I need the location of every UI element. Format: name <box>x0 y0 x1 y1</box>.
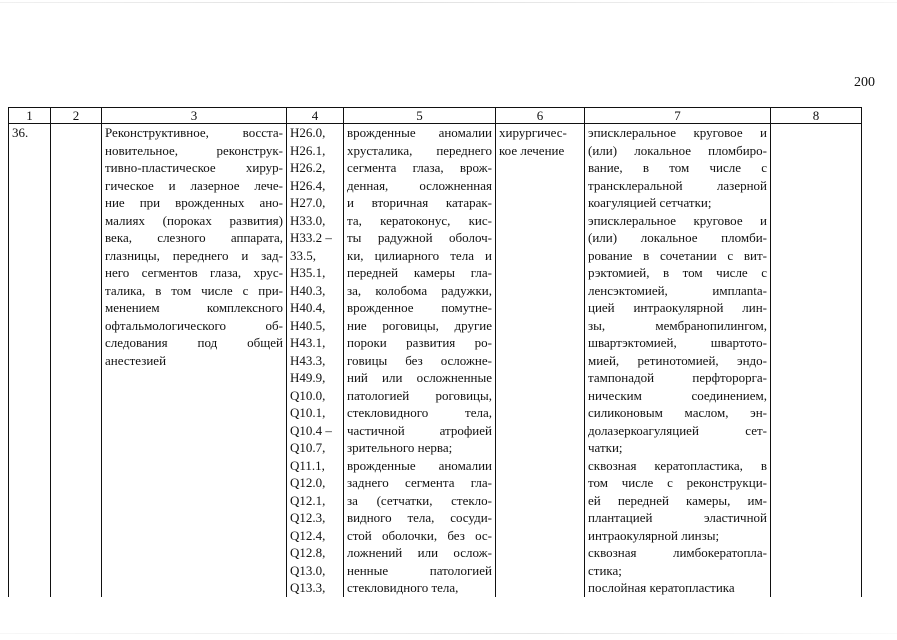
diagnosis-line: и вторичная катарак- <box>347 195 492 210</box>
diagnosis-line: ненные патологией <box>347 562 492 578</box>
icd-code: H40.5, <box>290 317 326 333</box>
treatment-type <box>496 124 585 597</box>
treatment-line: кое лечение <box>499 142 565 158</box>
header-col-1: 1 <box>9 108 51 124</box>
icd-code: H26.0, <box>290 125 326 140</box>
diagnosis-line: стой оболочки, без ос- <box>347 527 492 543</box>
icd-code: H49.9, <box>290 370 326 385</box>
description-line: гическое и лазерное лече- <box>105 177 283 193</box>
treatment-line: хирургичес- <box>499 125 567 140</box>
description-line: новительное, реконструк- <box>105 142 283 158</box>
procedure-description-lines <box>105 124 283 369</box>
method-line: ленсэктомией, имплanta- <box>588 282 767 298</box>
icd-code: Q11.1, <box>290 457 325 473</box>
diagnosis-description <box>344 124 496 597</box>
scan-edge-bottom <box>0 633 897 634</box>
method-line: (или) локальное пломбиро- <box>588 142 767 158</box>
method-line: плантацией эластичной <box>588 510 767 525</box>
method-line: интраокулярной линзы; <box>588 527 720 543</box>
diagnosis-line: пороки развития ро- <box>347 335 492 350</box>
row-col-8 <box>771 124 862 597</box>
header-col-3: 3 <box>102 108 287 124</box>
description-line: менением комплексного <box>105 300 283 315</box>
treatment-lines <box>499 124 581 159</box>
method-line: рэктомией, в том числе с <box>588 265 767 280</box>
icd-code: H40.4, <box>290 300 326 315</box>
method-line: зы, мембранопилингом, <box>588 317 767 333</box>
icd-code: Q13.3, <box>290 580 326 595</box>
icd-code: Q10.1, <box>290 405 326 420</box>
diagnosis-line: говицы без осложне- <box>347 352 492 368</box>
header-col-4: 4 <box>287 108 344 124</box>
icd-code: H33.2 – <box>290 230 332 245</box>
header-col-8: 8 <box>771 108 862 124</box>
diagnosis-line: за, колобома радужки, <box>347 282 492 298</box>
icd-code: Q12.3, <box>290 510 326 525</box>
method-line: коагуляцией сетчатки; <box>588 195 712 210</box>
icd-code: H40.3, <box>290 282 326 298</box>
diagnosis-line: стекловидного тела, <box>347 405 492 420</box>
icd-code: H35.1, <box>290 265 326 280</box>
page-number: 200 <box>854 75 875 90</box>
header-col-2: 2 <box>51 108 102 124</box>
header-col-6: 6 <box>496 108 585 124</box>
diagnosis-line: денная, осложненная <box>347 177 492 193</box>
method-line: цией интраокулярной лин- <box>588 300 767 315</box>
row-col-2 <box>51 124 102 597</box>
icd-code: Q12.1, <box>290 492 326 508</box>
diagnosis-line: та, кератоконус, кис- <box>347 212 492 228</box>
diagnosis-line: врожденные аномалии <box>347 457 492 473</box>
description-line: Реконструктивное, восста- <box>105 125 283 140</box>
method-line: сквозная лимбокератопла- <box>588 545 767 560</box>
method-line: мией, ретинотомией, эндо- <box>588 352 767 368</box>
table-row <box>9 124 862 597</box>
scan-edge-top <box>0 2 897 3</box>
method-line: трансклеральной лазерной <box>588 177 767 193</box>
method-line: швартэктомией, швартото- <box>588 335 767 350</box>
method-line: сквозная кератопластика, в <box>588 457 767 473</box>
icd-code: H43.3, <box>290 352 326 368</box>
icd-code: Q12.0, <box>290 475 326 490</box>
diagnosis-line: передней камеры гла- <box>347 265 492 280</box>
description-line: века, слезного аппарата, <box>105 230 283 245</box>
procedures-table <box>8 107 862 597</box>
description-line: анестезией <box>105 352 167 368</box>
icd-code: Q12.4, <box>290 527 326 543</box>
description-line: тивно-пластическое хирур- <box>105 160 283 175</box>
method-line: рование в сочетании с вит- <box>588 247 767 263</box>
method-line: вание, в том числе с <box>588 160 767 175</box>
header-col-7: 7 <box>585 108 771 124</box>
diagnosis-line: ложнений или ослож- <box>347 545 492 560</box>
description-line: глазницы, переднего и зад- <box>105 247 283 263</box>
icd-code: H26.2, <box>290 160 326 175</box>
method-line: ей передней камеры, им- <box>588 492 767 508</box>
diagnosis-lines <box>347 124 492 597</box>
diagnosis-line: ний или осложненные <box>347 370 492 385</box>
diagnosis-line: врожденные аномалии <box>347 125 492 140</box>
diagnosis-line: патологией роговицы, <box>347 387 492 403</box>
method-line: эписклеральное круговое и <box>588 212 767 228</box>
icd-code: 33.5, <box>290 247 316 263</box>
method-line: тампонадой перфторорга- <box>588 370 767 385</box>
diagnosis-line: врожденное помутне- <box>347 300 492 315</box>
method-line: том числе с реконструкци- <box>588 475 767 490</box>
method-line: (или) локальное пломби- <box>588 230 767 245</box>
diagnosis-line: ты радужной оболоч- <box>347 230 492 245</box>
method-line: долазеркоагуляцией сет- <box>588 422 767 438</box>
diagnosis-line: ние роговицы, другие <box>347 317 492 333</box>
description-line: малиях (пороках развития) <box>105 212 283 228</box>
row-index: 36. <box>9 124 51 597</box>
icd-code: Q10.4 – <box>290 422 332 438</box>
method-line: чатки; <box>588 440 623 455</box>
description-line: него сегментов глаза, хрус- <box>105 265 283 280</box>
icd-code: Q10.7, <box>290 440 326 455</box>
icd-code: Q12.8, <box>290 545 326 560</box>
icd-code: H26.4, <box>290 177 326 193</box>
icd-code: H33.0, <box>290 212 326 228</box>
icd-code: Q13.0, <box>290 562 326 578</box>
diagnosis-line: стекловидного тела, <box>347 580 459 595</box>
header-row <box>9 108 862 124</box>
diagnosis-line: хрусталика, переднего <box>347 142 492 158</box>
diagnosis-line: зрительного нерва; <box>347 440 453 455</box>
description-line: талика, в том числе с при- <box>105 282 283 298</box>
diagnosis-line: заднего сегмента гла- <box>347 475 492 490</box>
description-line: ние при врожденных ано- <box>105 195 283 210</box>
icd-code: H26.1, <box>290 142 326 158</box>
method-line: стика; <box>588 562 622 578</box>
icd-code: H43.1, <box>290 335 326 350</box>
diagnosis-line: сегмента глаза, врож- <box>347 160 492 175</box>
description-line: следования под общей <box>105 335 283 350</box>
method-line: ническим соединением, <box>588 387 767 403</box>
diagnosis-line: ки, цилиарного тела и <box>347 247 492 263</box>
method-lines <box>588 124 767 597</box>
diagnosis-line: видного тела, сосуди- <box>347 510 492 525</box>
method-line: силиконовым маслом, эн- <box>588 405 767 420</box>
icd-code: Q10.0, <box>290 387 326 403</box>
method-line: эписклеральное круговое и <box>588 125 767 140</box>
icd-code: H27.0, <box>290 195 326 210</box>
method-line: послойная кератопластика <box>588 580 735 595</box>
procedure-description <box>102 124 287 597</box>
icd-codes <box>287 124 344 597</box>
icd-code-lines <box>290 124 340 597</box>
description-line: офтальмологического об- <box>105 317 283 333</box>
treatment-methods <box>585 124 771 597</box>
diagnosis-line: частичной атрофией <box>347 422 492 438</box>
diagnosis-line: за (сетчатки, стекло- <box>347 492 492 508</box>
header-col-5: 5 <box>344 108 496 124</box>
